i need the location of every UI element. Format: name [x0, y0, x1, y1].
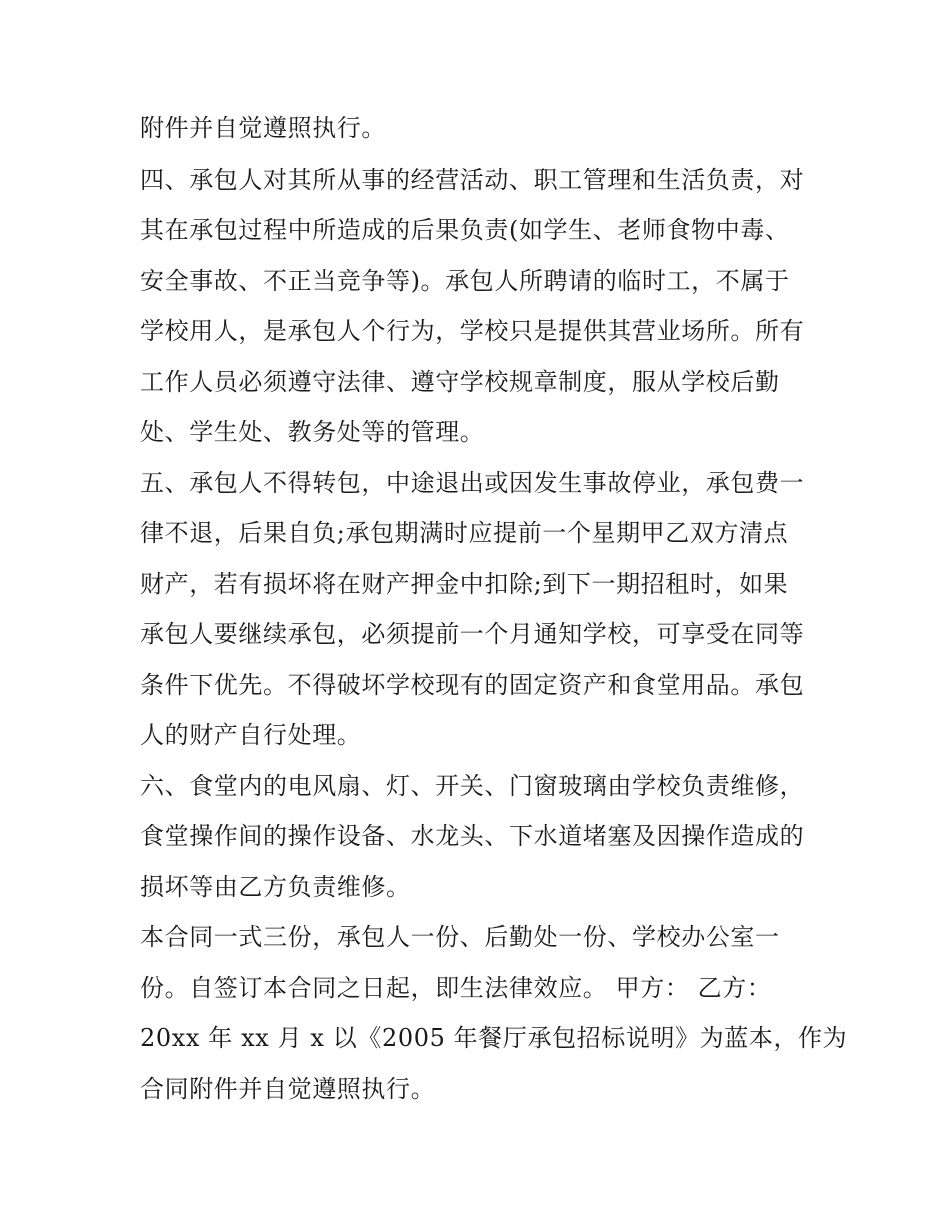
- text-line-13: 人的财产自行处理。: [140, 721, 362, 749]
- text-line-16: 损坏等由乙方负责维修。: [140, 873, 411, 901]
- text-line-7: 处、学生处、教务处等的管理。: [140, 418, 485, 446]
- text-line-18: 份。自签订本合同之日起，即生法律效应。 甲方： 乙方：: [140, 974, 772, 1002]
- text-line-17: 本合同一式三份，承包人一份、后勤处一份、学校办公室一: [140, 923, 780, 951]
- text-line-2: 四、承包人对其所从事的经营活动、职工管理和生活负责，对: [140, 166, 805, 194]
- text-line-15: 食堂操作间的操作设备、水龙头、下水道堵塞及因操作造成的: [140, 822, 805, 850]
- text-line-1: 附件并自觉遵照执行。: [140, 114, 386, 142]
- text-line-5: 学校用人，是承包人个行为，学校只是提供其营业场所。所有: [140, 317, 805, 345]
- text-line-20: 合同附件并自觉遵照执行。: [140, 1075, 436, 1103]
- text-line-4: 安全事故、不正当竞争等)。承包人所聘请的临时工，不属于: [140, 267, 790, 295]
- text-line-9: 律不退，后果自负;承包期满时应提前一个星期甲乙双方清点: [140, 519, 789, 547]
- text-line-6: 工作人员必须遵守法律、遵守学校规章制度，服从学校后勤: [140, 368, 780, 396]
- text-line-11: 承包人要继续承包，必须提前一个月通知学校，可享受在同等: [140, 620, 805, 648]
- text-line-10: 财产，若有损坏将在财产押金中扣除;到下一期招租时，如果: [140, 570, 789, 598]
- text-line-12: 条件下优先。不得破坏学校现有的固定资产和食堂用品。承包: [140, 671, 805, 699]
- text-line-14: 六、食堂内的电风扇、灯、开关、门窗玻璃由学校负责维修，: [140, 772, 805, 800]
- text-line-19: 20xx 年 xx 月 x 以《2005 年餐厅承包招标说明》为蓝本，作为: [140, 1024, 848, 1052]
- text-line-8: 五、承包人不得转包，中途退出或因发生事故停业，承包费一: [140, 469, 805, 497]
- text-line-3: 其在承包过程中所造成的后果负责(如学生、老师食物中毒、: [140, 216, 790, 244]
